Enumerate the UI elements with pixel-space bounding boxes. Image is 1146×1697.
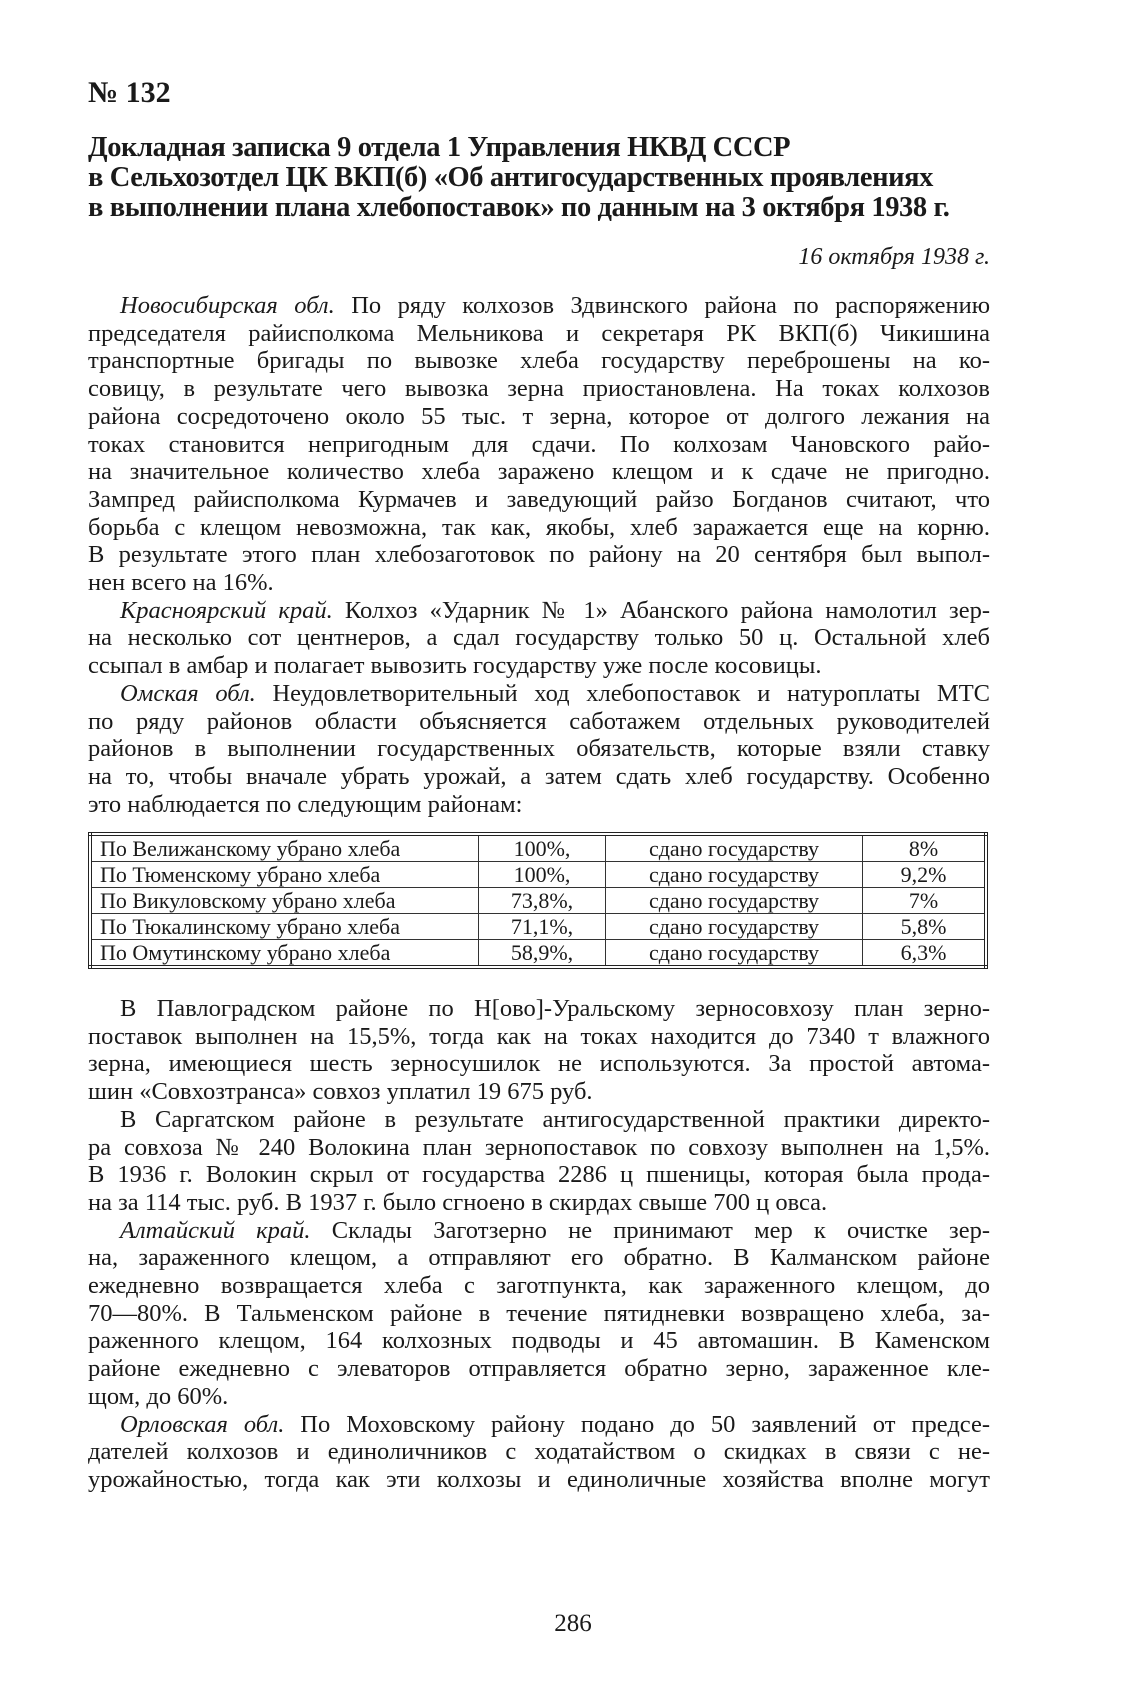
line-text: зерна, имеющиеся шесть зерносушилок не используются. За простой автома-	[88, 1050, 990, 1078]
table-cell: сдано государству	[606, 862, 863, 888]
line-text: Склады Заготзерно не принимают мер к очистке зер-	[310, 1216, 991, 1244]
table-cell: 100%,	[479, 862, 606, 888]
table-cell: 100%,	[479, 834, 606, 862]
line-text: ежедневно возвращается хлеба с заготпункта, как зараженного клещом, до	[88, 1272, 990, 1300]
text-line	[88, 1023, 990, 1051]
region-heading: Новосибирская обл.	[120, 292, 335, 319]
text-line	[88, 763, 990, 791]
paragraph	[88, 1411, 990, 1494]
line-text: на, зараженного клещом, а отправляют его обратно. В Калманском районе	[88, 1244, 990, 1272]
table-cell: По Тюменскому убрано хлеба	[90, 862, 479, 888]
table-cell: По Омутинскому убрано хлеба	[90, 940, 479, 968]
line-text: Колхоз «Ударник № 1» Абанского района намолотил зер-	[332, 596, 990, 624]
paragraph	[88, 680, 990, 819]
text-line	[88, 1466, 990, 1494]
text-line	[88, 1438, 990, 1466]
line-text: токах становится непригодным для сдачи. По колхозам Чановского райо-	[88, 430, 990, 458]
text-line	[88, 1050, 990, 1078]
table-cell: 71,1%,	[479, 914, 606, 940]
paragraph	[88, 292, 990, 597]
paragraph	[88, 1217, 990, 1411]
text-line	[88, 680, 990, 708]
line-text: урожайностью, тогда как эти колхозы и единоличные хозяйства вполне могут	[88, 1465, 990, 1493]
text-line	[88, 514, 990, 542]
text-line	[88, 597, 990, 625]
table-row	[90, 914, 986, 940]
table-cell: 8%	[863, 834, 987, 862]
line-text: это наблюдается по следующим районам:	[88, 790, 523, 818]
document-title	[88, 133, 993, 223]
text-line	[88, 569, 990, 597]
line-text: Неудовлетворительный ход хлебопоставок и натуроплаты МТС	[255, 679, 991, 707]
region-heading: Орловская обл.	[120, 1410, 285, 1438]
line-text: По ряду колхозов Здвинского района по распоряжению	[334, 292, 990, 319]
table-cell: сдано государству	[606, 914, 863, 940]
body-text-top	[88, 292, 990, 818]
table-cell: По Тюкалинскому убрано хлеба	[90, 914, 479, 940]
text-line	[88, 486, 990, 514]
page-number: 286	[554, 1610, 592, 1637]
text-line	[88, 1300, 990, 1328]
text-line	[88, 458, 990, 486]
text-line	[88, 375, 990, 403]
line-text: председателя райисполкома Мельникова и секретаря РК ВКП(б) Чикишина	[88, 319, 990, 347]
table-cell: 7%	[863, 888, 987, 914]
line-text: ра совхоза № 240 Волокина план зернопоставок по совхозу выполнен на 1,5%.	[88, 1133, 990, 1161]
line-text: шин «Совхозтранса» совхоз уплатил 19 675 руб.	[88, 1078, 593, 1106]
text-line	[88, 1161, 990, 1189]
region-heading: Алтайский край.	[120, 1216, 311, 1244]
line-text: раженного клещом, 164 колхозных подводы и 45 автомашин. В Каменском	[88, 1327, 990, 1355]
line-text: борьба с клещом невозможна, так как, якобы, хлеб заражается еще на корню.	[88, 513, 990, 541]
table-cell: 58,9%,	[479, 940, 606, 968]
table-cell: 6,3%	[863, 940, 987, 968]
line-text: транспортные бригады по вывозке хлеба государству переброшены на ко-	[88, 347, 990, 375]
text-line	[88, 1272, 990, 1300]
text-line	[88, 431, 990, 459]
line-text: районов в выполнении государственных обязательств, которые взяли ставку	[88, 735, 990, 763]
table-cell: 5,8%	[863, 914, 987, 940]
line-text: В результате этого план хлебозаготовок по району на 20 сентября был выпол-	[88, 541, 990, 569]
line-text: по ряду районов области объясняется саботажем отдельных руководителей	[88, 707, 990, 735]
table-cell: По Велижанскому убрано хлеба	[90, 834, 479, 862]
text-line	[88, 403, 990, 431]
text-line	[88, 735, 990, 763]
text-line	[88, 791, 990, 819]
line-text: дателей колхозов и единоличников с ходатайством о скидках в связи с не-	[88, 1438, 990, 1466]
line-text: на за 114 тыс. руб. В 1937 г. было сгноено в скирдах свыше 700 ц овса.	[88, 1188, 828, 1216]
text-line	[88, 320, 990, 348]
text-line	[88, 995, 990, 1023]
document-date: 16 октября 1938 г.	[798, 244, 990, 270]
text-line	[88, 1134, 990, 1162]
table-row	[90, 888, 986, 914]
line-text: нен всего на 16%.	[88, 569, 274, 597]
line-text: В Саргатском районе в результате антигосударственной практики директо-	[120, 1105, 990, 1133]
table-row	[90, 862, 986, 888]
text-line	[88, 1217, 990, 1245]
text-line	[88, 624, 990, 652]
table-cell: сдано государству	[606, 888, 863, 914]
line-text: 70—80%. В Тальменском районе в течение пятидневки возвращено хлеба, за-	[88, 1299, 990, 1327]
text-line	[88, 292, 990, 320]
table-cell: сдано государству	[606, 834, 863, 862]
text-line	[88, 1383, 990, 1411]
paragraph	[88, 995, 990, 1106]
line-text: района сосредоточено около 55 тыс. т зерна, которое от долгого лежания на	[88, 402, 990, 430]
table-cell: По Викуловскому убрано хлеба	[90, 888, 479, 914]
text-line	[88, 347, 990, 375]
text-line	[88, 1189, 990, 1217]
line-text: на то, чтобы вначале убрать урожай, а затем сдать хлеб государству. Особенно	[88, 762, 990, 790]
line-text: В 1936 г. Волокин скрыл от государства 2286 ц пшеницы, которая была прода-	[88, 1161, 990, 1189]
table-cell: 9,2%	[863, 862, 987, 888]
text-line	[88, 1411, 990, 1439]
table-row	[90, 940, 986, 968]
title-line: Докладная записка 9 отдела 1 Управления НКВД СССР	[88, 132, 791, 163]
text-line	[88, 1355, 990, 1383]
harvest-table	[88, 832, 988, 969]
text-line	[88, 708, 990, 736]
line-text: В Павлоградском районе по Н[ово]-Уральскому зерносовхозу план зерно-	[120, 995, 990, 1022]
text-line	[88, 541, 990, 569]
line-text: на несколько сот центнеров, а сдал государству только 50 ц. Остальной хлеб	[88, 624, 990, 652]
table-row	[90, 834, 986, 862]
body-text-bottom	[88, 995, 990, 1494]
region-heading: Омская обл.	[120, 679, 256, 707]
title-line: в Сельхозотдел ЦК ВКП(б) «Об антигосударственных проявлениях	[88, 162, 934, 193]
text-line	[88, 652, 990, 680]
text-line	[88, 1327, 990, 1355]
line-text: Зампред райисполкома Курмачев и заведующий райзо Богданов считают, что	[88, 485, 990, 513]
line-text: на значительное количество хлеба заражено клещом и к сдаче не пригодно.	[88, 458, 990, 486]
title-line: в выполнении плана хлебопоставок» по данным на 3 октября 1938 г.	[88, 192, 950, 223]
text-line	[88, 1244, 990, 1272]
line-text: ссыпал в амбар и полагает вывозить государству уже после косовицы.	[88, 652, 822, 680]
text-line	[88, 1106, 990, 1134]
paragraph	[88, 597, 990, 680]
line-text: районе ежедневно с элеваторов отправляется обратно зерно, зараженное кле-	[88, 1355, 990, 1383]
region-heading: Красноярский край.	[120, 596, 333, 624]
line-text: щом, до 60%.	[88, 1382, 229, 1410]
text-line	[88, 1078, 990, 1106]
document-number: № 132	[88, 76, 171, 109]
table-cell: 73,8%,	[479, 888, 606, 914]
paragraph	[88, 1106, 990, 1217]
table-cell: сдано государству	[606, 940, 863, 968]
line-text: По Моховскому району подано до 50 заявлений от предсе-	[284, 1410, 990, 1438]
line-text: совицу, в результате чего вывозка зерна приостановлена. На токах колхозов	[88, 375, 990, 403]
line-text: поставок выполнен на 15,5%, тогда как на токах находится до 7340 т влажного	[88, 1022, 990, 1050]
